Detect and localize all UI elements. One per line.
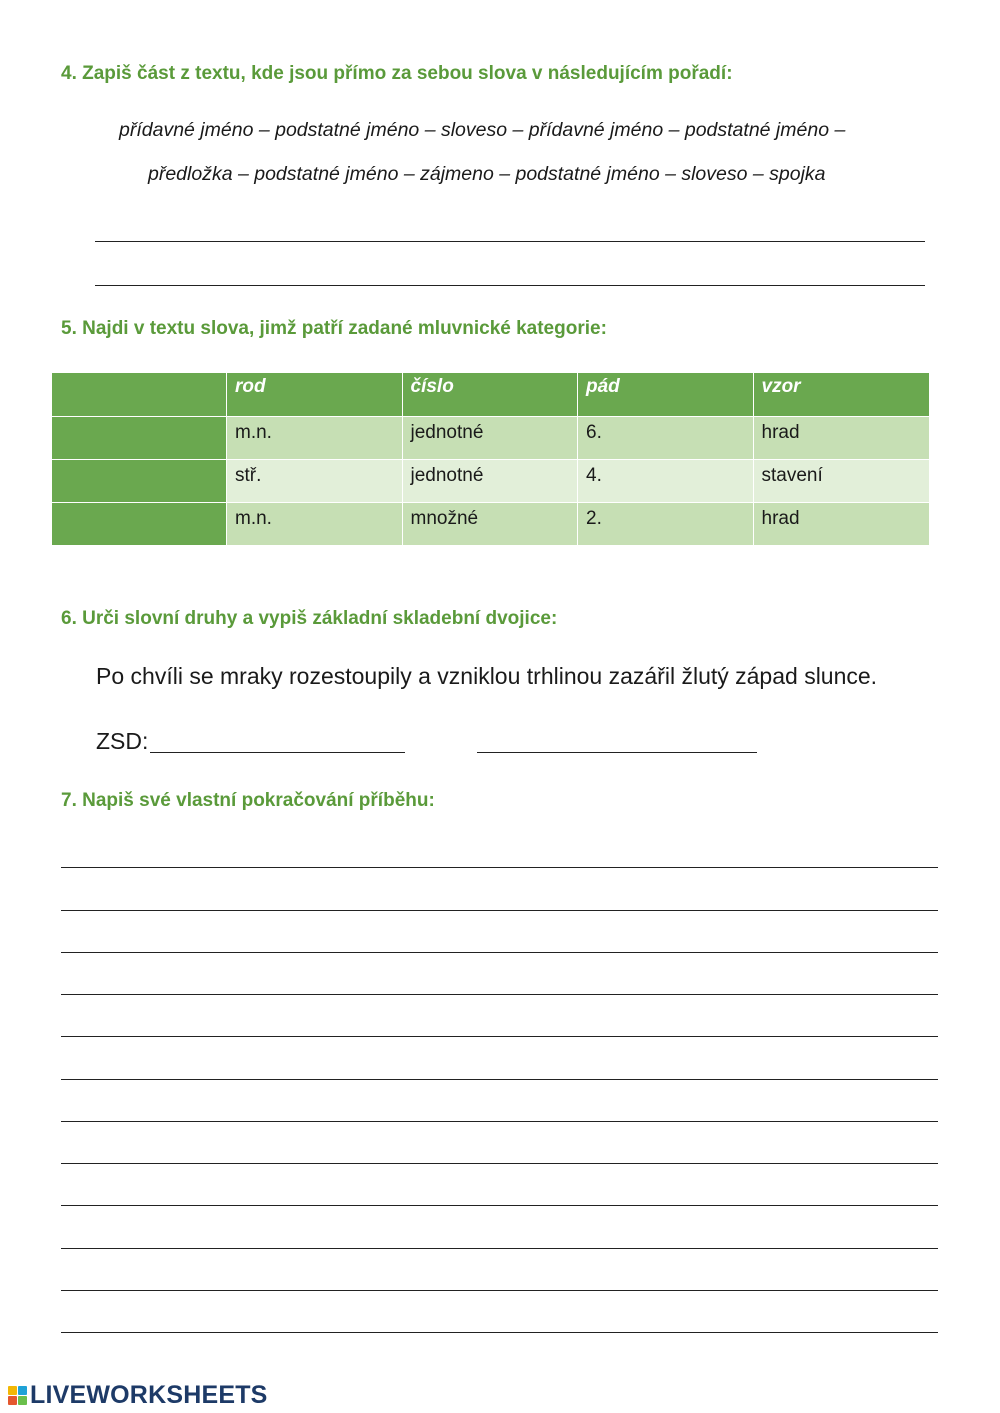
story-answer-line[interactable]	[61, 1290, 938, 1291]
table-cell-pad: 6.	[578, 416, 754, 459]
zsd-answer-line-2[interactable]	[477, 752, 757, 753]
table-cell-rod: m.n.	[227, 502, 403, 545]
table-header-cislo: číslo	[403, 373, 579, 416]
word-sequence-line-1: přídavné jméno – podstatné jméno – sloveso – přídavné jméno – podstatné jméno –	[119, 119, 846, 141]
word-sequence-line-2: předložka – podstatné jméno – zájmeno – podstatné jméno – sloveso – spojka	[148, 163, 826, 185]
story-answer-line[interactable]	[61, 867, 938, 868]
table-cell-pad: 4.	[578, 459, 754, 502]
table-cell-vzor: hrad	[754, 502, 930, 545]
table-cell-vzor: stavení	[754, 459, 930, 502]
table-cell-cislo: množné	[403, 502, 579, 545]
table-row	[52, 502, 929, 545]
table-cell-vzor: hrad	[754, 416, 930, 459]
story-answer-line[interactable]	[61, 994, 938, 995]
table-cell-cislo: jednotné	[403, 416, 579, 459]
story-answer-line[interactable]	[61, 1163, 938, 1164]
task-4-answer-line-1[interactable]	[95, 241, 925, 242]
logo-block	[18, 1386, 27, 1395]
answer-cell[interactable]	[52, 502, 227, 545]
zsd-label: ZSD:	[96, 728, 149, 754]
task-7-heading: 7. Napiš své vlastní pokračování příběhu:	[61, 790, 435, 811]
logo-block	[8, 1396, 17, 1405]
story-answer-line[interactable]	[61, 1332, 938, 1333]
story-answer-line[interactable]	[61, 1079, 938, 1080]
table-header-row	[52, 373, 929, 416]
story-answer-line[interactable]	[61, 1121, 938, 1122]
table-cell-rod: stř.	[227, 459, 403, 502]
table-header-blank	[52, 373, 227, 416]
answer-cell[interactable]	[52, 416, 227, 459]
task-6-heading: 6. Urči slovní druhy a vypiš základní skladební dvojice:	[61, 608, 558, 629]
task-4-heading: 4. Zapiš část z textu, kde jsou přímo za sebou slova v následujícím pořadí:	[61, 63, 733, 84]
table-cell-rod: m.n.	[227, 416, 403, 459]
task-4-answer-line-2[interactable]	[95, 285, 925, 286]
brand-name: LIVEWORKSHEETS	[30, 1381, 268, 1409]
grammar-categories-table	[52, 373, 929, 545]
story-answer-line[interactable]	[61, 1036, 938, 1037]
liveworksheets-logo	[8, 1381, 268, 1409]
logo-block	[18, 1396, 27, 1405]
table-header-pad: pád	[578, 373, 754, 416]
logo-blocks-icon	[8, 1386, 27, 1405]
table-cell-pad: 2.	[578, 502, 754, 545]
zsd-answer-line-1[interactable]	[150, 752, 405, 753]
story-answer-line[interactable]	[61, 1205, 938, 1206]
table-cell-cislo: jednotné	[403, 459, 579, 502]
table-row	[52, 459, 929, 502]
task-5-heading: 5. Najdi v textu slova, jimž patří zadané mluvnické kategorie:	[61, 318, 607, 339]
table-header-vzor: vzor	[754, 373, 930, 416]
table-row	[52, 416, 929, 459]
story-answer-line[interactable]	[61, 1248, 938, 1249]
answer-cell[interactable]	[52, 459, 227, 502]
story-answer-line[interactable]	[61, 910, 938, 911]
story-answer-line[interactable]	[61, 952, 938, 953]
logo-block	[8, 1386, 17, 1395]
analysis-sentence: Po chvíli se mraky rozestoupily a vzniklou trhlinou zazářil žlutý západ slunce.	[96, 663, 878, 689]
table-header-rod: rod	[227, 373, 403, 416]
